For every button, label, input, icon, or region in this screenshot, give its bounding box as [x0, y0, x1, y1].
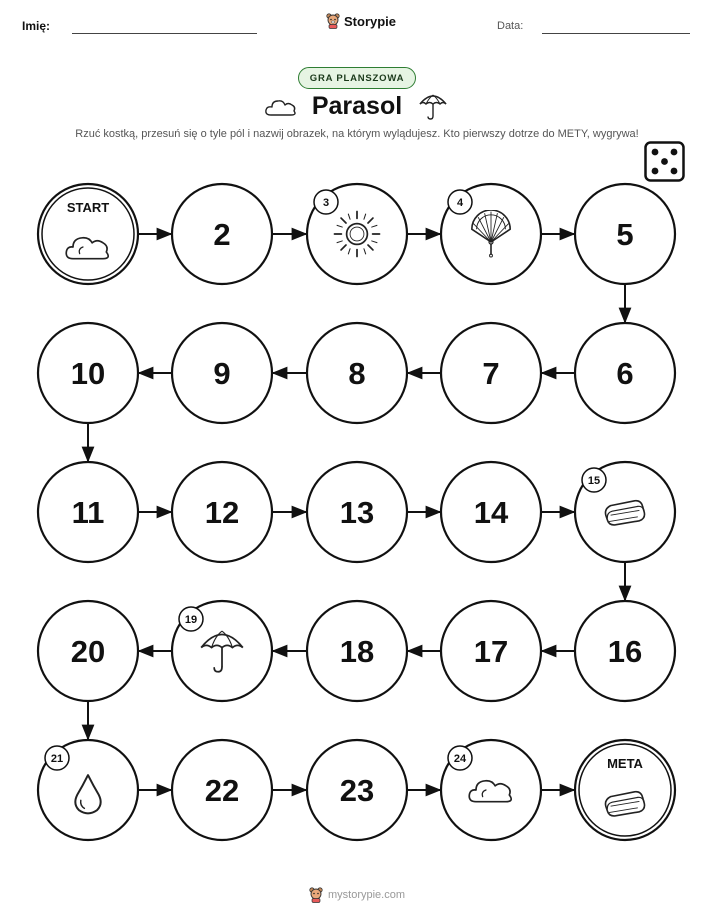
cell-number: 6	[616, 356, 634, 391]
board-cell-12[interactable]	[172, 462, 272, 562]
cell-number: 10	[70, 356, 106, 391]
cell-number: 18	[339, 634, 375, 669]
cell-number: 14	[473, 495, 509, 530]
board-cell-20[interactable]	[38, 601, 138, 701]
board-cell-13[interactable]	[307, 462, 407, 562]
instructions-text: Rzuć kostką, przesuń się o tyle pól i nazwij obrazek, na którym wylądujesz. Kto pierwszy dotrze do METY, wygrywa!	[75, 128, 639, 140]
cell-number: 17	[473, 634, 509, 669]
footer	[0, 887, 714, 903]
cell-number-badge-text: 19	[184, 614, 198, 626]
brand-name: Storypie	[344, 13, 397, 29]
board-cell-15[interactable]	[575, 462, 675, 562]
cell-number: 20	[70, 634, 106, 669]
cell-circle	[38, 184, 138, 284]
cell-number: 2	[213, 217, 231, 252]
board-cell-24[interactable]	[441, 740, 541, 840]
cell-number: 5	[616, 217, 634, 252]
board-cell-3[interactable]	[307, 184, 407, 284]
board-cell-21[interactable]	[38, 740, 138, 840]
cell-number: 12	[204, 495, 240, 530]
board-cell-11[interactable]	[38, 462, 138, 562]
board-cell-5[interactable]	[575, 184, 675, 284]
board-cell-19[interactable]	[172, 601, 272, 701]
page-title: Parasol	[311, 92, 403, 120]
board-cell-17[interactable]	[441, 601, 541, 701]
cell-number: 16	[607, 634, 643, 669]
cell-number: 13	[339, 495, 375, 530]
game-type-badge: GRA PLANSZOWA	[298, 67, 416, 89]
board-cell-4[interactable]	[441, 184, 541, 284]
date-label: Data:	[497, 20, 524, 32]
board-cell-meta[interactable]	[575, 740, 675, 840]
board-cell-16[interactable]	[575, 601, 675, 701]
board-cell-7[interactable]	[441, 323, 541, 423]
cell-number: 8	[348, 356, 366, 391]
board-cell-22[interactable]	[172, 740, 272, 840]
board-cell-23[interactable]	[307, 740, 407, 840]
cell-number: 9	[213, 356, 231, 391]
board-cell-10[interactable]	[38, 323, 138, 423]
board-cell-start[interactable]	[38, 184, 138, 284]
board-cell-6[interactable]	[575, 323, 675, 423]
cell-number-badge-text: 3	[322, 197, 330, 209]
board-cell-14[interactable]	[441, 462, 541, 562]
board-cell-8[interactable]	[307, 323, 407, 423]
board-cell-2[interactable]	[172, 184, 272, 284]
cell-number-badge-text: 15	[587, 475, 601, 487]
cell-number-badge-text: 4	[456, 197, 464, 209]
cell-number: 7	[482, 356, 500, 391]
cell-circle	[575, 740, 675, 840]
cell-number: 23	[339, 773, 375, 808]
cell-number: 22	[204, 773, 240, 808]
footer-url: mystorypie.com	[327, 889, 406, 901]
bear-mascot-icon	[309, 887, 323, 903]
start-label: START	[66, 200, 110, 215]
board-cell-9[interactable]	[172, 323, 272, 423]
cell-number: 11	[71, 495, 105, 530]
finish-label: META	[607, 756, 643, 771]
cell-number-badge-text: 21	[50, 753, 64, 765]
name-label: Imię:	[22, 19, 51, 33]
board-cell-18[interactable]	[307, 601, 407, 701]
cell-number-badge-text: 24	[453, 753, 467, 765]
